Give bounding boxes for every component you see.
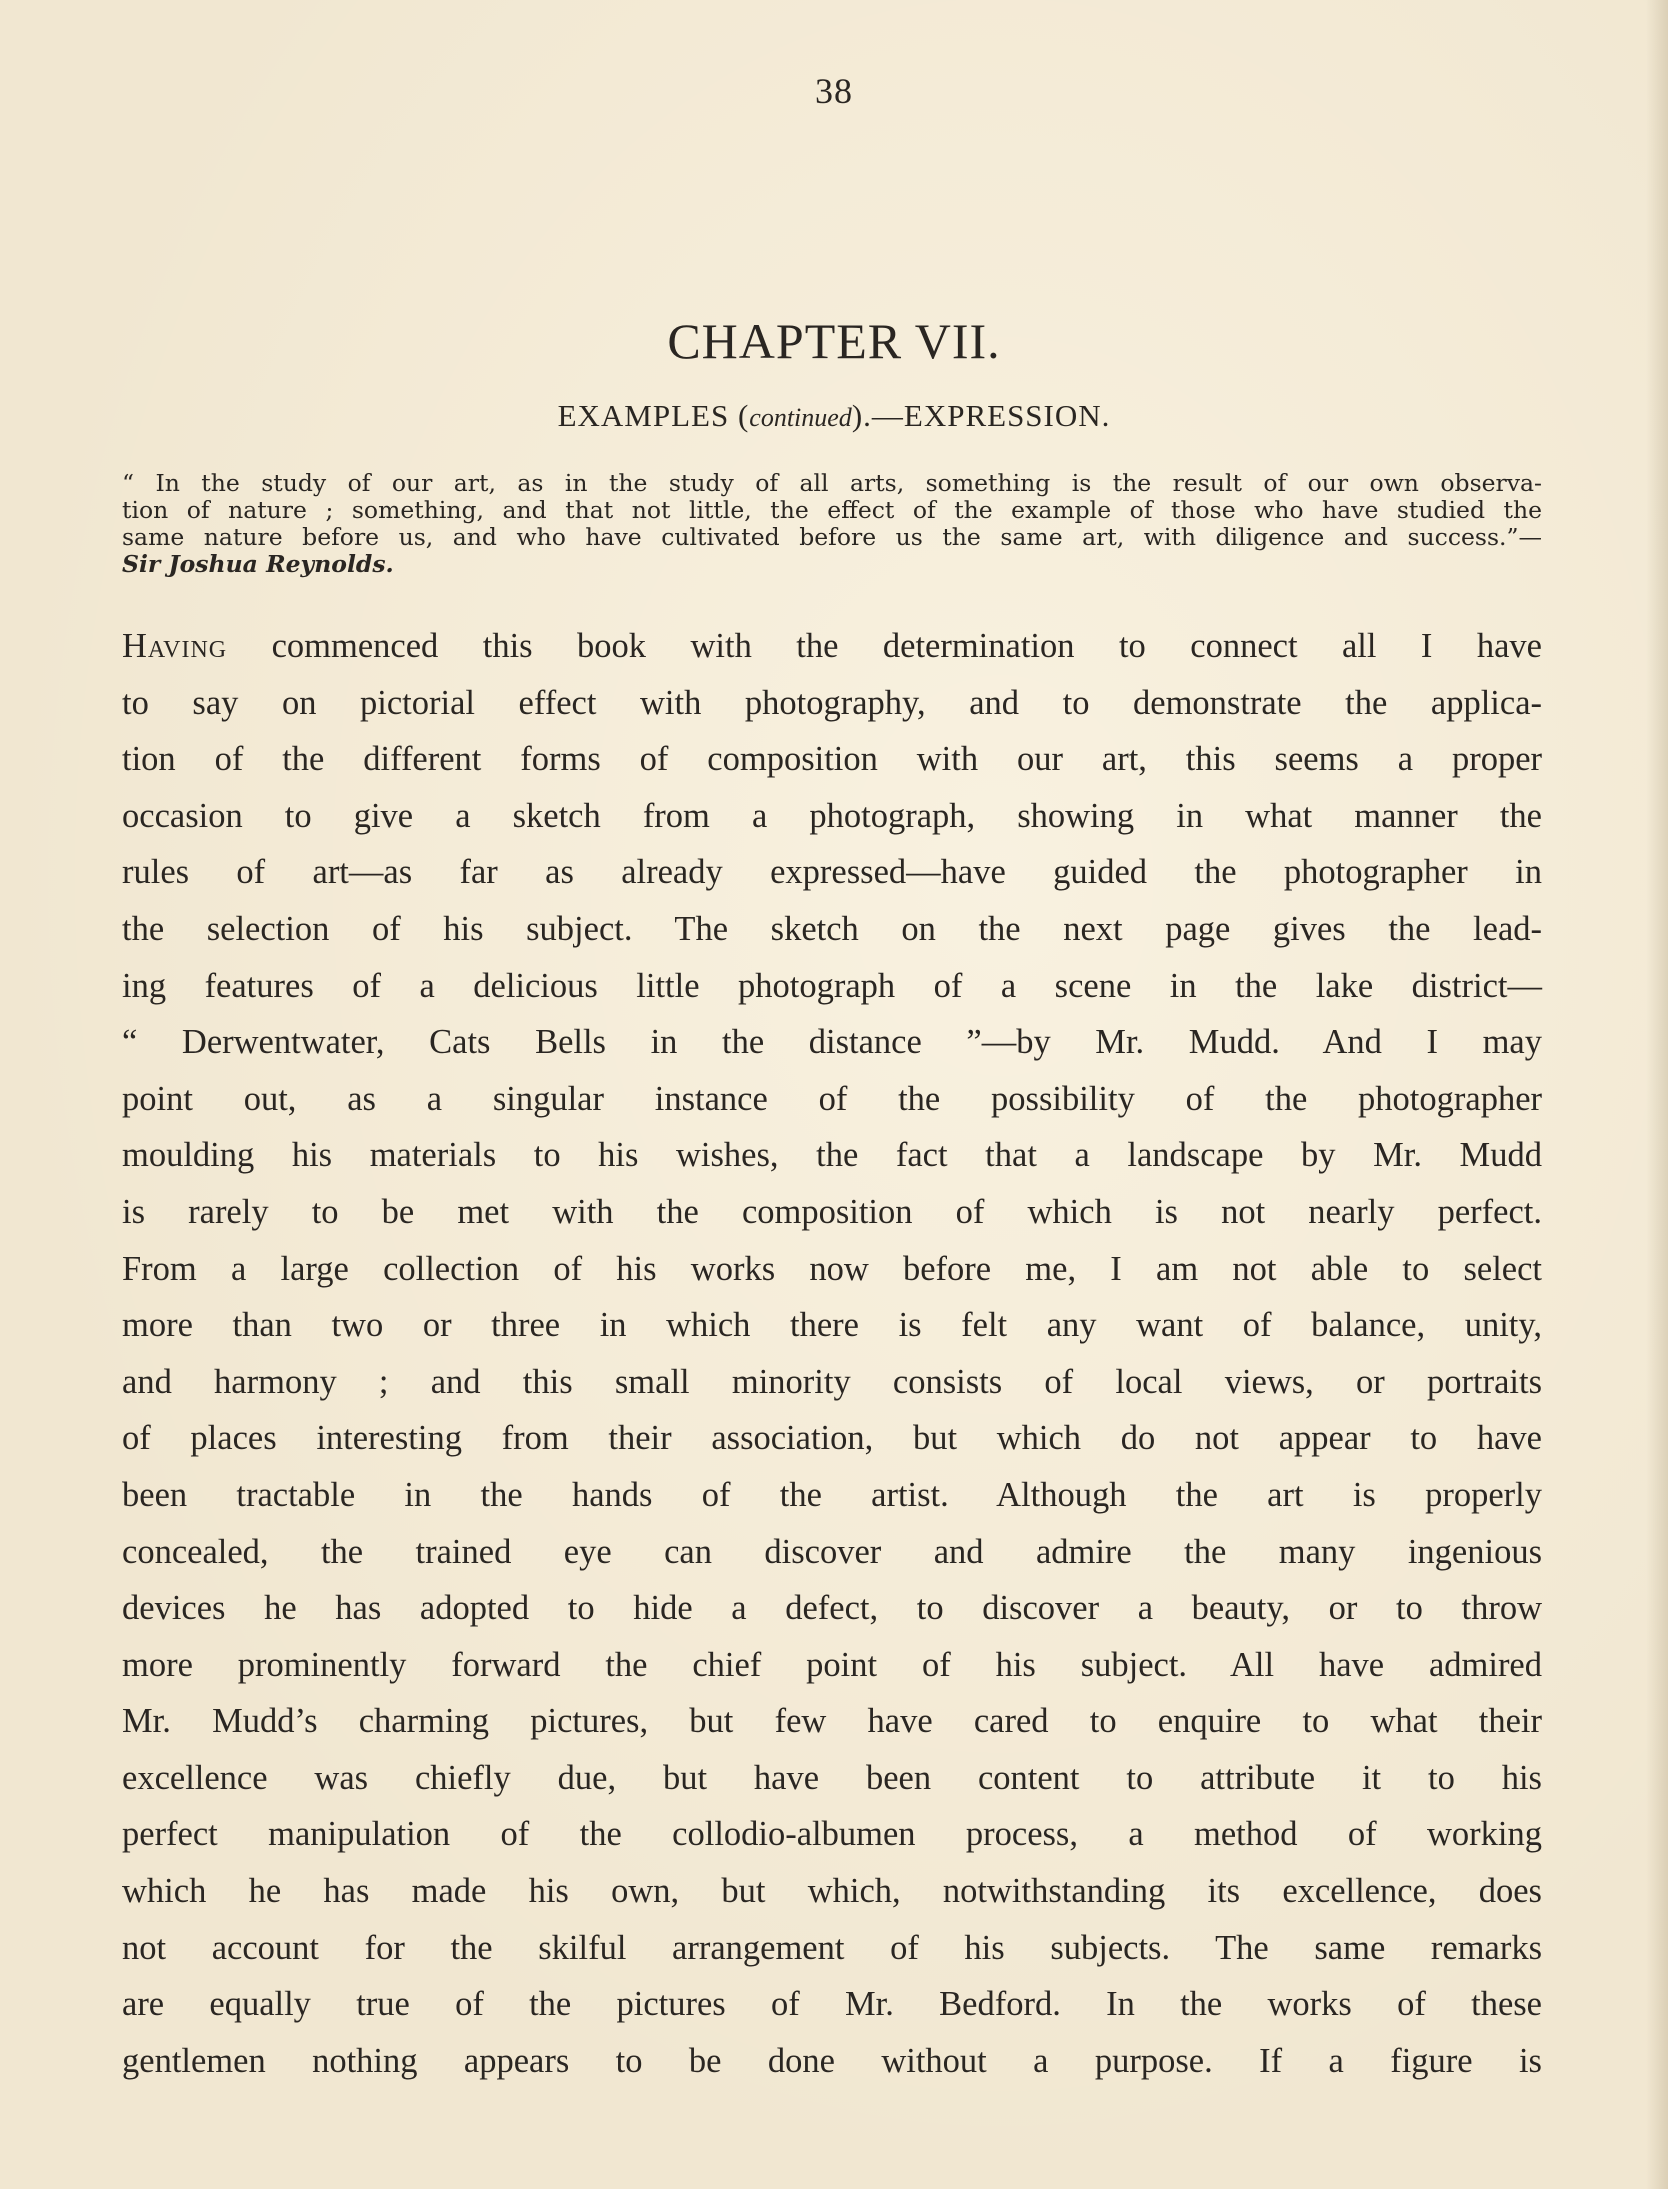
body-line: moulding his materials to his wishes, the fact that a landscape by Mr. Mudd: [122, 1136, 1542, 1175]
epigraph-attribution: Sir Joshua Reynolds.: [122, 550, 394, 578]
body-line: devices he has adopted to hide a defect, to discover a beauty, or to throw: [122, 1589, 1542, 1628]
body-line: which he has made his own, but which, notwithstanding its excellence, does: [122, 1872, 1542, 1911]
body-line: and harmony ; and this small minority consists of local views, or portraits: [122, 1362, 1542, 1401]
chapter-subtitle: [0, 398, 1668, 434]
body-line: tion of the different forms of composition with our art, this seems a proper: [122, 740, 1542, 779]
body-line: occasion to give a sketch from a photograph, showing in what manner the: [122, 796, 1542, 835]
body-line: of places interesting from their association, but which do not appear to have: [122, 1419, 1542, 1458]
body-line: concealed, the trained eye can discover and admire the many ingenious: [122, 1532, 1542, 1571]
drop-word: Having: [122, 627, 228, 665]
body-line: “ Derwentwater, Cats Bells in the distance ”—by Mr. Mudd. And I may: [122, 1023, 1542, 1062]
body-line: to say on pictorial effect with photography, and to demonstrate the applica-: [122, 683, 1542, 722]
subtitle-italic: continued: [749, 403, 852, 432]
subtitle-suffix: ).—EXPRESSION.: [851, 398, 1111, 433]
body-line: rules of art—as far as already expressed—have guided the photographer in: [122, 853, 1542, 892]
body-line: are equally true of the pictures of Mr. Bedford. In the works of these: [122, 1985, 1542, 2024]
body-line: more prominently forward the chief point of his subject. All have admired: [122, 1645, 1542, 1684]
epigraph: [122, 470, 1542, 578]
body-line: been tractable in the hands of the artist. Although the art is properly: [122, 1475, 1542, 1514]
body-paragraph: [122, 618, 1542, 2089]
body-line: Mr. Mudd’s charming pictures, but few have cared to enquire to what their: [122, 1702, 1542, 1741]
page-number: 38: [815, 71, 853, 111]
body-line: point out, as a singular instance of the possibility of the photographer: [122, 1079, 1542, 1118]
body-line: is rarely to be met with the composition of which is not nearly perfect.: [122, 1192, 1542, 1231]
epigraph-line: tion of nature ; something, and that not little, the effect of the example of those who have studied the: [122, 496, 1542, 524]
epigraph-line: same nature before us, and who have cultivated before us the same art, with diligence and success.”—: [122, 523, 1542, 551]
body-line: more than two or three in which there is felt any want of balance, unity,: [122, 1306, 1542, 1345]
body-line: not account for the skilful arrangement of his subjects. The same remarks: [122, 1928, 1542, 1967]
body-line: [122, 618, 1542, 675]
chapter-title: CHAPTER VII.: [667, 313, 1001, 369]
body-line: perfect manipulation of the collodio-albumen process, a method of working: [122, 1815, 1542, 1854]
body-line: the selection of his subject. The sketch on the next page gives the lead-: [122, 909, 1542, 948]
body-line: gentlemen nothing appears to be done without a purpose. If a figure is: [122, 2041, 1542, 2080]
body-line: excellence was chiefly due, but have been content to attribute it to his: [122, 1758, 1542, 1797]
first-line-text: commenced this book with the determination to connect all I have: [227, 627, 1542, 665]
subtitle-prefix: EXAMPLES (: [557, 398, 750, 433]
body-line: From a large collection of his works now before me, I am not able to select: [122, 1249, 1542, 1288]
body-line: ing features of a delicious little photograph of a scene in the lake district—: [122, 966, 1542, 1005]
epigraph-line: “ In the study of our art, as in the study of all arts, something is the result of our own observa-: [122, 469, 1542, 497]
